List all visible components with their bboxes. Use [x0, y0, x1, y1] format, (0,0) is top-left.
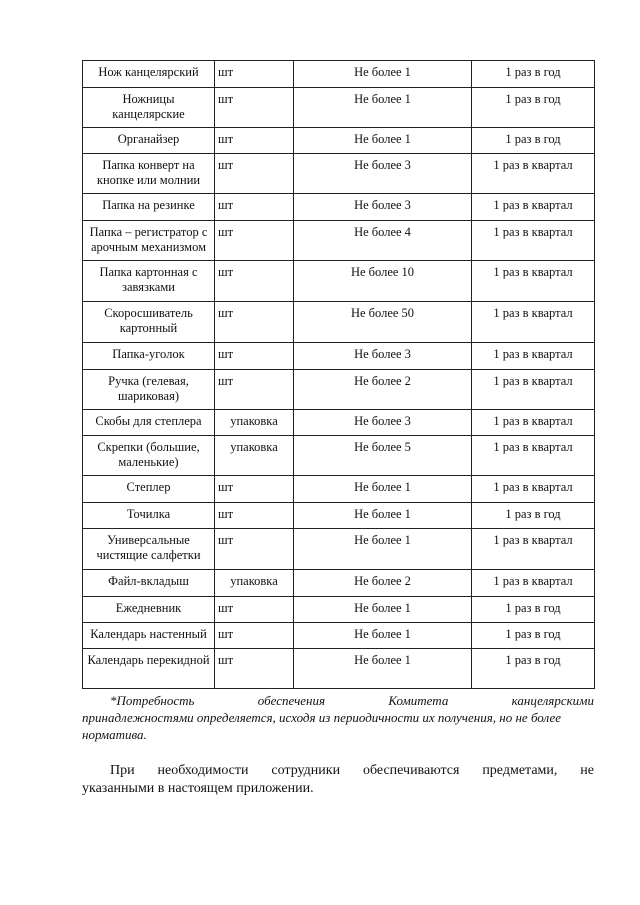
norm-cell: Не более 1 [294, 128, 472, 154]
norm-cell: Не более 10 [294, 261, 472, 302]
norm-cell: Не более 1 [294, 597, 472, 623]
norm-cell: Не более 1 [294, 476, 472, 503]
norm-cell: Не более 1 [294, 88, 472, 128]
item-name-cell: Календарь перекидной [83, 649, 215, 689]
unit-cell: шт [215, 61, 294, 88]
table-row [83, 88, 595, 128]
period-cell: 1 раз в квартал [472, 570, 595, 597]
unit-cell: шт [215, 597, 294, 623]
footnote-word: канцелярскими [511, 693, 594, 708]
table-row [83, 410, 595, 436]
note-word: обеспечиваются [362, 763, 460, 778]
unit-cell: шт [215, 194, 294, 221]
norm-cell: Не более 5 [294, 436, 472, 476]
item-name-cell: Календарь настенный [83, 623, 215, 649]
period-cell: 1 раз в квартал [472, 302, 595, 343]
footnote-word: *Потребность [110, 693, 195, 708]
table-row [83, 302, 595, 343]
unit-cell: шт [215, 623, 294, 649]
norm-cell: Не более 1 [294, 529, 472, 570]
supply-note [82, 762, 594, 798]
period-cell: 1 раз в год [472, 623, 595, 649]
item-name-cell: Ножницы канцелярские [83, 88, 215, 128]
footnote-word: обеспечения [257, 693, 326, 708]
norm-cell: Не более 2 [294, 370, 472, 410]
norm-cell: Не более 3 [294, 410, 472, 436]
unit-cell: шт [215, 649, 294, 689]
item-name-cell: Степлер [83, 476, 215, 503]
table-row [83, 261, 595, 302]
unit-cell: упаковка [215, 436, 294, 476]
norm-cell: Не более 2 [294, 570, 472, 597]
item-name-cell: Папка – регистратор с арочным механизмом [83, 221, 215, 261]
period-cell: 1 раз в квартал [472, 261, 595, 302]
norm-cell: Не более 1 [294, 503, 472, 529]
table-row [83, 154, 595, 194]
unit-cell: шт [215, 221, 294, 261]
item-name-cell: Папка картонная с завязками [83, 261, 215, 302]
note-word: не [580, 763, 594, 778]
period-cell: 1 раз в квартал [472, 221, 595, 261]
table-row [83, 529, 595, 570]
footnote [82, 692, 594, 743]
period-cell: 1 раз в квартал [472, 476, 595, 503]
table-row [83, 61, 595, 88]
norm-cell: Не более 3 [294, 343, 472, 370]
supplies-table [82, 60, 595, 689]
table-row [83, 194, 595, 221]
period-cell: 1 раз в квартал [472, 154, 595, 194]
unit-cell: шт [215, 88, 294, 128]
period-cell: 1 раз в год [472, 88, 595, 128]
unit-cell: шт [215, 503, 294, 529]
period-cell: 1 раз в квартал [472, 436, 595, 476]
item-name-cell: Нож канцелярский [83, 61, 215, 88]
footnote-word: Комитета [388, 693, 449, 708]
norm-cell: Не более 50 [294, 302, 472, 343]
item-name-cell: Скоросшиватель картонный [83, 302, 215, 343]
note-word: При [110, 763, 135, 778]
table-row [83, 343, 595, 370]
item-name-cell: Папка конверт на кнопке или молнии [83, 154, 215, 194]
norm-cell: Не более 1 [294, 649, 472, 689]
table-row [83, 503, 595, 529]
note-rest: указанными в настоящем приложении. [82, 781, 314, 796]
footnote-rest: принадлежностями определяется, исходя из периодичности их получения, но не более норматива. [82, 710, 562, 742]
unit-cell: шт [215, 343, 294, 370]
period-cell: 1 раз в квартал [472, 343, 595, 370]
unit-cell: упаковка [215, 410, 294, 436]
unit-cell: шт [215, 302, 294, 343]
table-row [83, 221, 595, 261]
period-cell: 1 раз в год [472, 503, 595, 529]
period-cell: 1 раз в квартал [472, 194, 595, 221]
item-name-cell: Скобы для степлера [83, 410, 215, 436]
table-row [83, 370, 595, 410]
table-row [83, 436, 595, 476]
item-name-cell: Органайзер [83, 128, 215, 154]
note-word: сотрудники [271, 763, 341, 778]
table-row [83, 649, 595, 689]
item-name-cell: Папка-уголок [83, 343, 215, 370]
unit-cell: шт [215, 529, 294, 570]
unit-cell: шт [215, 128, 294, 154]
item-name-cell: Папка на резинке [83, 194, 215, 221]
norm-cell: Не более 4 [294, 221, 472, 261]
table-row [83, 570, 595, 597]
item-name-cell: Универсальные чистящие салфетки [83, 529, 215, 570]
norm-cell: Не более 3 [294, 194, 472, 221]
item-name-cell: Файл-вкладыш [83, 570, 215, 597]
item-name-cell: Ежедневник [83, 597, 215, 623]
period-cell: 1 раз в квартал [472, 410, 595, 436]
norm-cell: Не более 1 [294, 623, 472, 649]
period-cell: 1 раз в квартал [472, 529, 595, 570]
unit-cell: шт [215, 154, 294, 194]
unit-cell: шт [215, 261, 294, 302]
note-word: необходимости [157, 763, 249, 778]
period-cell: 1 раз в год [472, 61, 595, 88]
note-word: предметами, [482, 763, 558, 778]
table-row [83, 128, 595, 154]
table-row [83, 597, 595, 623]
supplies-table-body [83, 61, 595, 689]
unit-cell: шт [215, 476, 294, 503]
item-name-cell: Точилка [83, 503, 215, 529]
period-cell: 1 раз в год [472, 128, 595, 154]
period-cell: 1 раз в год [472, 649, 595, 689]
table-row [83, 623, 595, 649]
unit-cell: упаковка [215, 570, 294, 597]
table-row [83, 476, 595, 503]
item-name-cell: Скрепки (большие, маленькие) [83, 436, 215, 476]
period-cell: 1 раз в год [472, 597, 595, 623]
norm-cell: Не более 3 [294, 154, 472, 194]
period-cell: 1 раз в квартал [472, 370, 595, 410]
norm-cell: Не более 1 [294, 61, 472, 88]
item-name-cell: Ручка (гелевая, шариковая) [83, 370, 215, 410]
unit-cell: шт [215, 370, 294, 410]
